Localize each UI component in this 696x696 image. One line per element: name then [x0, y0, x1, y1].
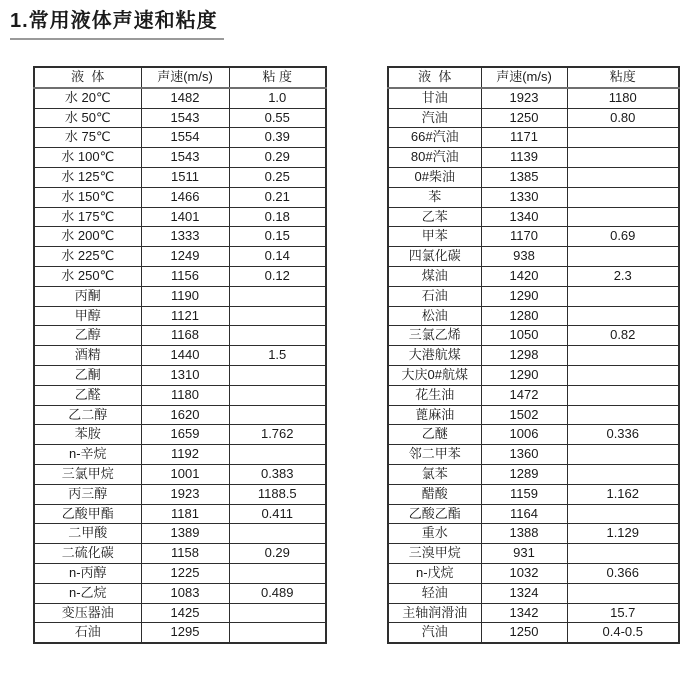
liquid-name-cell: 乙醇 [34, 326, 141, 346]
liquid-name-cell: 乙酮 [34, 365, 141, 385]
sound-speed-cell: 1156 [141, 266, 229, 286]
viscosity-cell [229, 623, 326, 643]
liquid-name-cell: 66#汽油 [388, 128, 481, 148]
liquid-name-cell: 水 75℃ [34, 128, 141, 148]
liquid-name-cell: 苯 [388, 187, 481, 207]
table-row [34, 326, 326, 346]
liquid-name-cell: 二甲酸 [34, 524, 141, 544]
viscosity-cell [567, 544, 679, 564]
viscosity-cell: 1180 [567, 88, 679, 108]
liquid-name-cell: 乙酸乙酯 [388, 504, 481, 524]
viscosity-cell [229, 385, 326, 405]
table-row [388, 464, 679, 484]
table-row [388, 405, 679, 425]
sound-speed-cell: 1290 [481, 286, 567, 306]
table-row [388, 504, 679, 524]
viscosity-cell: 1.129 [567, 524, 679, 544]
sound-speed-cell: 1923 [481, 88, 567, 108]
liquid-name-cell: 二硫化碳 [34, 544, 141, 564]
sound-speed-cell: 1401 [141, 207, 229, 227]
sound-speed-cell: 1250 [481, 108, 567, 128]
liquid-name-cell: 水 175℃ [34, 207, 141, 227]
sound-speed-cell: 1181 [141, 504, 229, 524]
liquid-name-cell: 乙醛 [34, 385, 141, 405]
liquid-name-cell: 醋酸 [388, 484, 481, 504]
sound-speed-cell: 1543 [141, 148, 229, 168]
column-header: 声速(m/s) [141, 67, 229, 88]
viscosity-cell: 0.69 [567, 227, 679, 247]
header-row [388, 67, 679, 88]
table-row [388, 524, 679, 544]
liquid-name-cell: 甘油 [388, 88, 481, 108]
liquid-name-cell: 煤油 [388, 266, 481, 286]
table-row [34, 445, 326, 465]
sound-speed-cell: 1190 [141, 286, 229, 306]
liquid-name-cell: 乙二醇 [34, 405, 141, 425]
sound-speed-cell: 1324 [481, 583, 567, 603]
liquid-name-cell: 主轴润滑油 [388, 603, 481, 623]
table-row [388, 108, 679, 128]
column-header: 液 体 [34, 67, 141, 88]
table-row [388, 544, 679, 564]
viscosity-cell [567, 346, 679, 366]
table-row [388, 187, 679, 207]
sound-speed-cell: 1001 [141, 464, 229, 484]
viscosity-cell: 1188.5 [229, 484, 326, 504]
liquid-name-cell: 水 20℃ [34, 88, 141, 108]
table-row [388, 128, 679, 148]
viscosity-cell [567, 128, 679, 148]
sound-speed-cell: 1511 [141, 167, 229, 187]
table-row [34, 464, 326, 484]
viscosity-cell [567, 148, 679, 168]
viscosity-cell [567, 286, 679, 306]
sound-speed-cell: 1298 [481, 346, 567, 366]
table-row [34, 346, 326, 366]
sound-speed-cell: 1659 [141, 425, 229, 445]
liquids-table-right [387, 66, 680, 644]
sound-speed-cell: 1466 [141, 187, 229, 207]
liquid-name-cell: 苯胺 [34, 425, 141, 445]
liquid-name-cell: 氯苯 [388, 464, 481, 484]
viscosity-cell [229, 563, 326, 583]
sound-speed-cell: 1310 [141, 365, 229, 385]
table-row [34, 603, 326, 623]
table-row [34, 504, 326, 524]
liquid-name-cell: n-丙醇 [34, 563, 141, 583]
liquid-name-cell: 重水 [388, 524, 481, 544]
liquid-name-cell: 乙苯 [388, 207, 481, 227]
table-row [388, 286, 679, 306]
viscosity-cell [567, 306, 679, 326]
viscosity-cell: 0.383 [229, 464, 326, 484]
table-row [34, 266, 326, 286]
viscosity-cell: 0.366 [567, 563, 679, 583]
viscosity-cell: 1.762 [229, 425, 326, 445]
liquids-table-left [33, 66, 327, 644]
sound-speed-cell: 1333 [141, 227, 229, 247]
table-row [388, 563, 679, 583]
viscosity-cell [567, 464, 679, 484]
table-row [34, 306, 326, 326]
viscosity-cell: 15.7 [567, 603, 679, 623]
table-row [34, 365, 326, 385]
liquid-name-cell: n-戊烷 [388, 563, 481, 583]
sound-speed-cell: 1168 [141, 326, 229, 346]
sound-speed-cell: 1050 [481, 326, 567, 346]
viscosity-cell: 0.55 [229, 108, 326, 128]
sound-speed-cell: 1032 [481, 563, 567, 583]
sound-speed-cell: 1620 [141, 405, 229, 425]
sound-speed-cell: 1543 [141, 108, 229, 128]
sound-speed-cell: 1171 [481, 128, 567, 148]
tables-container [0, 66, 696, 644]
liquid-name-cell: 丙三醇 [34, 484, 141, 504]
viscosity-cell [229, 524, 326, 544]
table-row [388, 346, 679, 366]
table-row [388, 445, 679, 465]
liquid-name-cell: 四氯化碳 [388, 247, 481, 267]
sound-speed-cell: 1440 [141, 346, 229, 366]
sound-speed-cell: 1425 [141, 603, 229, 623]
liquid-name-cell: 水 225℃ [34, 247, 141, 267]
sound-speed-cell: 931 [481, 544, 567, 564]
sound-speed-cell: 1472 [481, 385, 567, 405]
table-row [388, 266, 679, 286]
viscosity-cell [229, 286, 326, 306]
header-row [34, 67, 326, 88]
table-row [34, 385, 326, 405]
sound-speed-cell: 1389 [141, 524, 229, 544]
viscosity-cell [567, 167, 679, 187]
viscosity-cell: 0.29 [229, 544, 326, 564]
table-row [34, 187, 326, 207]
viscosity-cell: 0.411 [229, 504, 326, 524]
column-header: 声速(m/s) [481, 67, 567, 88]
liquid-name-cell: 甲醇 [34, 306, 141, 326]
sound-speed-cell: 1159 [481, 484, 567, 504]
table-row [388, 306, 679, 326]
sound-speed-cell: 1180 [141, 385, 229, 405]
liquid-name-cell: 水 200℃ [34, 227, 141, 247]
table-row [388, 603, 679, 623]
viscosity-cell: 0.21 [229, 187, 326, 207]
sound-speed-cell: 1290 [481, 365, 567, 385]
sound-speed-cell: 1340 [481, 207, 567, 227]
sound-speed-cell: 1388 [481, 524, 567, 544]
column-header: 液 体 [388, 67, 481, 88]
table-row [388, 425, 679, 445]
liquid-name-cell: 水 50℃ [34, 108, 141, 128]
liquid-name-cell: 水 250℃ [34, 266, 141, 286]
viscosity-cell [229, 306, 326, 326]
liquid-name-cell: 80#汽油 [388, 148, 481, 168]
sound-speed-cell: 1164 [481, 504, 567, 524]
viscosity-cell: 0.336 [567, 425, 679, 445]
table-row [388, 88, 679, 108]
column-header: 粘度 [567, 67, 679, 88]
liquid-name-cell: 水 100℃ [34, 148, 141, 168]
liquid-name-cell: 三氯甲烷 [34, 464, 141, 484]
table-row [388, 365, 679, 385]
table-row [34, 148, 326, 168]
table-row [388, 207, 679, 227]
sound-speed-cell: 1006 [481, 425, 567, 445]
sound-speed-cell: 1192 [141, 445, 229, 465]
viscosity-cell [567, 365, 679, 385]
table-row [34, 623, 326, 643]
viscosity-cell: 0.15 [229, 227, 326, 247]
liquid-name-cell: 大庆0#航煤 [388, 365, 481, 385]
viscosity-cell: 0.12 [229, 266, 326, 286]
viscosity-cell [567, 405, 679, 425]
liquid-name-cell: 水 150℃ [34, 187, 141, 207]
sound-speed-cell: 1121 [141, 306, 229, 326]
liquid-name-cell: 变压器油 [34, 603, 141, 623]
viscosity-cell [229, 365, 326, 385]
viscosity-cell [229, 445, 326, 465]
liquid-name-cell: 轻油 [388, 583, 481, 603]
sound-speed-cell: 1385 [481, 167, 567, 187]
sound-speed-cell: 1554 [141, 128, 229, 148]
page-title: 1.常用液体声速和粘度 [10, 8, 224, 40]
sound-speed-cell: 1502 [481, 405, 567, 425]
table-row [34, 484, 326, 504]
sound-speed-cell: 1158 [141, 544, 229, 564]
sound-speed-cell: 1482 [141, 88, 229, 108]
table-row [388, 326, 679, 346]
sound-speed-cell: 1330 [481, 187, 567, 207]
viscosity-cell: 0.39 [229, 128, 326, 148]
viscosity-cell [567, 504, 679, 524]
sound-speed-cell: 1420 [481, 266, 567, 286]
table-row [34, 425, 326, 445]
viscosity-cell: 0.25 [229, 167, 326, 187]
sound-speed-cell: 1250 [481, 623, 567, 643]
sound-speed-cell: 1139 [481, 148, 567, 168]
viscosity-cell: 0.29 [229, 148, 326, 168]
table-row [388, 385, 679, 405]
liquid-name-cell: n-乙烷 [34, 583, 141, 603]
liquid-name-cell: 水 125℃ [34, 167, 141, 187]
table-row [388, 484, 679, 504]
liquid-name-cell: 乙醚 [388, 425, 481, 445]
table-row [34, 405, 326, 425]
sound-speed-cell: 938 [481, 247, 567, 267]
viscosity-cell: 0.14 [229, 247, 326, 267]
viscosity-cell [229, 603, 326, 623]
table-row [34, 247, 326, 267]
viscosity-cell: 1.0 [229, 88, 326, 108]
liquid-name-cell: 0#柴油 [388, 167, 481, 187]
table-row [34, 207, 326, 227]
liquid-name-cell: 汽油 [388, 623, 481, 643]
viscosity-cell: 0.82 [567, 326, 679, 346]
viscosity-cell [567, 385, 679, 405]
liquid-name-cell: 三氯乙烯 [388, 326, 481, 346]
table-row [388, 148, 679, 168]
viscosity-cell [567, 583, 679, 603]
sound-speed-cell: 1289 [481, 464, 567, 484]
table-row [34, 227, 326, 247]
liquid-name-cell: 石油 [388, 286, 481, 306]
liquid-name-cell: 三溴甲烷 [388, 544, 481, 564]
viscosity-cell [229, 326, 326, 346]
column-header: 粘 度 [229, 67, 326, 88]
viscosity-cell [567, 247, 679, 267]
sound-speed-cell: 1280 [481, 306, 567, 326]
sound-speed-cell: 1225 [141, 563, 229, 583]
viscosity-cell: 2.3 [567, 266, 679, 286]
sound-speed-cell: 1295 [141, 623, 229, 643]
table-row [388, 227, 679, 247]
table-row [34, 286, 326, 306]
viscosity-cell: 0.80 [567, 108, 679, 128]
table-row [34, 128, 326, 148]
table-row [34, 167, 326, 187]
viscosity-cell [567, 207, 679, 227]
viscosity-cell: 1.162 [567, 484, 679, 504]
table-row [34, 544, 326, 564]
liquid-name-cell: 汽油 [388, 108, 481, 128]
liquid-name-cell: 石油 [34, 623, 141, 643]
viscosity-cell: 0.18 [229, 207, 326, 227]
sound-speed-cell: 1342 [481, 603, 567, 623]
liquid-name-cell: 酒精 [34, 346, 141, 366]
liquid-name-cell: 乙酸甲酯 [34, 504, 141, 524]
table-row [388, 247, 679, 267]
liquid-name-cell: 甲苯 [388, 227, 481, 247]
table-row [388, 623, 679, 643]
liquid-name-cell: 丙酮 [34, 286, 141, 306]
sound-speed-cell: 1249 [141, 247, 229, 267]
liquid-name-cell: 蓖麻油 [388, 405, 481, 425]
viscosity-cell [567, 445, 679, 465]
liquid-name-cell: 花生油 [388, 385, 481, 405]
table-row [388, 583, 679, 603]
sound-speed-cell: 1923 [141, 484, 229, 504]
title-section [10, 8, 696, 40]
sound-speed-cell: 1083 [141, 583, 229, 603]
viscosity-cell [229, 405, 326, 425]
table-row [34, 563, 326, 583]
table-row [34, 108, 326, 128]
sound-speed-cell: 1170 [481, 227, 567, 247]
table-row [34, 88, 326, 108]
liquid-name-cell: n-辛烷 [34, 445, 141, 465]
liquid-name-cell: 松油 [388, 306, 481, 326]
viscosity-cell [567, 187, 679, 207]
liquid-name-cell: 邻二甲苯 [388, 445, 481, 465]
viscosity-cell: 0.4-0.5 [567, 623, 679, 643]
table-row [34, 524, 326, 544]
viscosity-cell: 1.5 [229, 346, 326, 366]
sound-speed-cell: 1360 [481, 445, 567, 465]
liquid-name-cell: 大港航煤 [388, 346, 481, 366]
viscosity-cell: 0.489 [229, 583, 326, 603]
table-row [34, 583, 326, 603]
table-row [388, 167, 679, 187]
